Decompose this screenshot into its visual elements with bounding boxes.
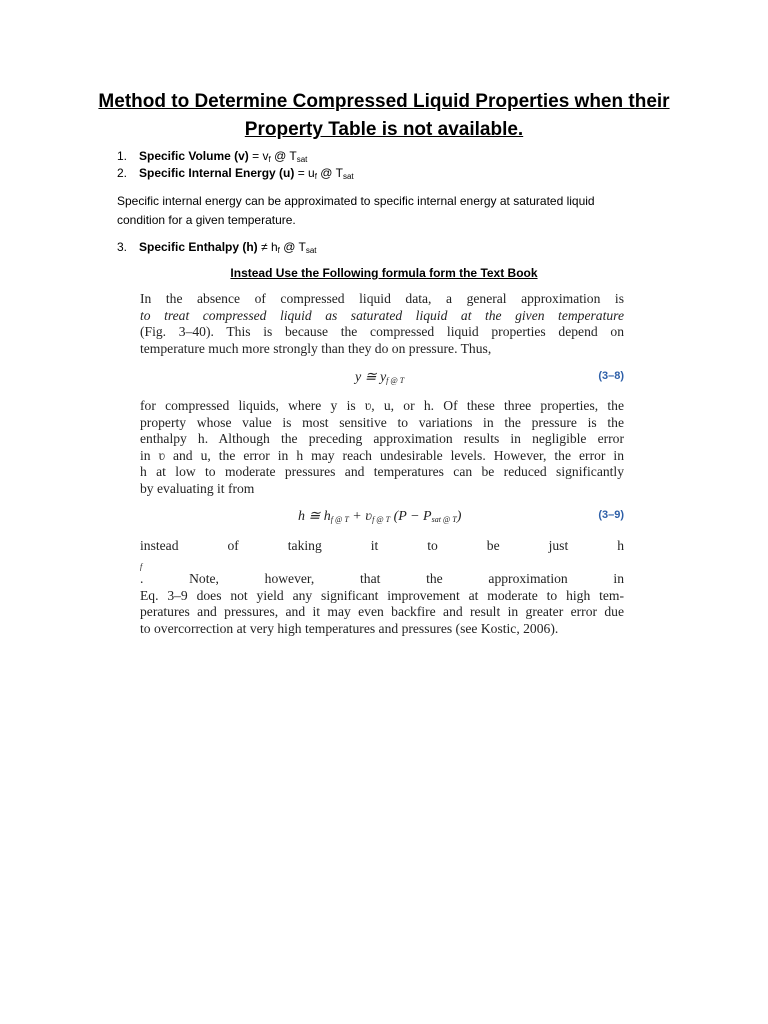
excerpt-paragraph-3: [140, 538, 624, 638]
eq-subscript: f @ T: [372, 515, 391, 524]
eq-main: ): [456, 509, 462, 524]
subscript: f: [277, 246, 280, 255]
list-number: 3.: [117, 240, 128, 254]
subscript: f: [314, 172, 317, 181]
list-relation: = u: [294, 166, 315, 180]
textbook-heading: Instead Use the Following formula form the Text Book: [230, 266, 538, 280]
equation-expression: [298, 508, 461, 525]
subscript: sat: [342, 172, 354, 181]
list-at: @ T: [270, 149, 297, 163]
excerpt-line: to treat compressed liquid as saturated liquid at the given temperature: [140, 307, 624, 323]
title-line-1: Method to Determine Compressed Liquid Properties when their: [98, 91, 670, 112]
excerpt-line: enthalpy h. Although the preceding approximation results in negligible error: [140, 431, 624, 447]
excerpt-line: to overcorrection at very high temperatures and pressures (see Kostic, 2006).: [140, 620, 559, 636]
excerpt-line: temperature much more strongly than they do on pressure. Thus,: [140, 340, 492, 356]
list-number: 2.: [117, 166, 128, 180]
excerpt-paragraph-1: [140, 291, 624, 357]
excerpt-line: property whose value is most sensitive to variations in the pressure is the: [140, 414, 624, 430]
excerpt-line: for compressed liquids, where y is ʋ, u, or h. Of these three properties, the: [140, 398, 624, 413]
excerpt-line: Eq. 3–9 does not yield any significant improvement at moderate to high tem-: [140, 587, 624, 603]
excerpt-paragraph-2: [140, 398, 624, 498]
list-item-specific-enthalpy: [117, 239, 317, 255]
equation-expression: [355, 369, 404, 386]
list-label: Specific Volume (v): [139, 149, 249, 163]
excerpt-text: instead of taking it to be just h: [140, 538, 624, 553]
excerpt-line: In the absence of compressed liquid data, a general approximation is: [140, 291, 624, 306]
excerpt-line: h at low to moderate pressures and temperatures can be reduced significantly: [140, 464, 624, 480]
list-relation: ≠ h: [257, 240, 278, 254]
subscript: sat: [305, 246, 317, 255]
excerpt-line: [140, 538, 624, 588]
list-relation: = v: [248, 149, 269, 163]
list-at: @ T: [316, 166, 343, 180]
excerpt-text: . Note, however, that the approximation in: [140, 571, 624, 587]
eq-subscript: f: [140, 561, 143, 571]
list-label: Specific Enthalpy (h): [139, 240, 258, 254]
equation-3-8: [140, 369, 624, 389]
eq-main: h ≅ h: [298, 509, 331, 524]
excerpt-line: (Fig. 3–40). This is because the compressed liquid properties depend on: [140, 324, 624, 340]
subscript: f: [268, 155, 271, 164]
eq-subscript: f @ T: [386, 376, 405, 385]
subscript: sat: [296, 155, 308, 164]
equation-number: (3–8): [598, 370, 624, 382]
excerpt-line: by evaluating it from: [140, 480, 255, 496]
excerpt-line: in ʋ and u, the error in h may reach undesirable levels. However, the error in: [140, 447, 624, 463]
note-line: condition for a given temperature.: [117, 213, 296, 227]
eq-main: y ≅ y: [355, 370, 387, 385]
equation-number: (3–9): [598, 509, 624, 521]
eq-main: + ʋ: [348, 509, 373, 524]
list-item-specific-internal-energy: [117, 165, 354, 181]
excerpt-line: peratures and pressures, and it may even backfire and result in greater error due: [140, 604, 624, 620]
eq-main: (P − P: [390, 509, 432, 524]
list-number: 1.: [117, 149, 128, 163]
title-line-2: Property Table is not available.: [244, 119, 524, 140]
internal-energy-note: [117, 192, 657, 230]
list-item-specific-volume: [117, 148, 307, 164]
eq-subscript: sat @ T: [431, 515, 457, 524]
equation-3-9: [140, 508, 624, 528]
eq-subscript: f @ T: [330, 515, 349, 524]
note-line: Specific internal energy can be approximated to specific internal energy at saturated liquid: [117, 194, 595, 208]
page-title: [60, 88, 708, 144]
list-at: @ T: [279, 240, 306, 254]
list-label: Specific Internal Energy (u): [139, 166, 295, 180]
